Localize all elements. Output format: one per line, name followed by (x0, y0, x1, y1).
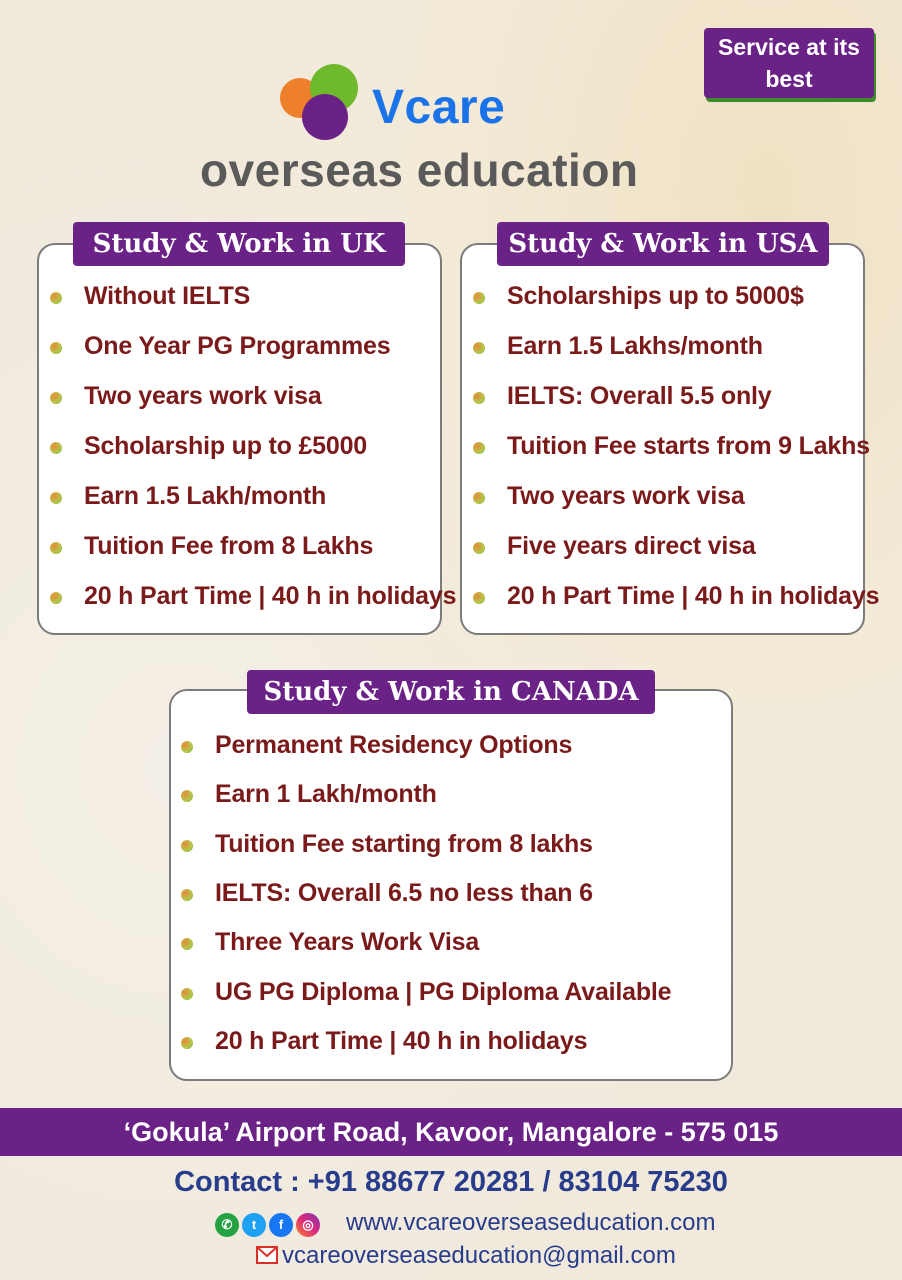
bullet-icon (473, 542, 485, 554)
uk-title: Study & Work in UK (73, 222, 405, 266)
usa-item: Two years work visa (507, 482, 745, 510)
uk-item: Without IELTS (84, 282, 251, 310)
canada-item: UG PG Diploma | PG Diploma Available (215, 977, 672, 1006)
usa-item: Earn 1.5 Lakhs/month (507, 332, 763, 360)
brand-tagline: overseas education (200, 144, 639, 196)
bullet-icon (50, 592, 62, 604)
usa-item: Five years direct visa (507, 532, 756, 560)
bullet-icon (181, 988, 193, 1000)
twitter-icon[interactable]: t (242, 1213, 266, 1237)
usa-title: Study & Work in USA (497, 222, 829, 266)
facebook-icon[interactable]: f (269, 1213, 293, 1237)
gmail-icon (256, 1246, 278, 1264)
whatsapp-icon[interactable]: ✆ (215, 1213, 239, 1237)
uk-item: Tuition Fee from 8 Lakhs (84, 532, 374, 560)
uk-item: Two years work visa (84, 382, 322, 410)
bullet-icon (50, 492, 62, 504)
bullet-icon (473, 342, 485, 354)
bullet-icon (181, 1037, 193, 1049)
website-link[interactable]: www.vcareoverseaseducation.com (346, 1209, 716, 1236)
canada-item: IELTS: Overall 6.5 no less than 6 (215, 878, 593, 907)
brand-name: Vcare (372, 81, 506, 134)
bullet-icon (181, 741, 193, 753)
usa-item: IELTS: Overall 5.5 only (507, 382, 772, 410)
bullet-icon (473, 392, 485, 404)
uk-item: Earn 1.5 Lakh/month (84, 482, 327, 510)
badge-line-1: Service at its (718, 34, 860, 60)
bullet-icon (50, 442, 62, 454)
bullet-icon (473, 592, 485, 604)
usa-item: Tuition Fee starts from 9 Lakhs (507, 432, 870, 460)
bullet-icon (181, 840, 193, 852)
bullet-icon (181, 889, 193, 901)
bullet-icon (473, 442, 485, 454)
uk-item: 20 h Part Time | 40 h in holidays (84, 582, 457, 610)
logo-icon (280, 64, 360, 144)
usa-item: 20 h Part Time | 40 h in holidays (507, 582, 880, 610)
badge-line-2: best (765, 66, 813, 92)
bullet-icon (473, 292, 485, 304)
usa-item: Scholarships up to 5000$ (507, 282, 804, 310)
social-icons (215, 1213, 320, 1237)
canada-item: Permanent Residency Options (215, 731, 573, 759)
email-link[interactable]: vcareoverseaseducation@gmail.com (282, 1242, 676, 1269)
address-bar: ‘Gokula’ Airport Road, Kavoor, Mangalore - 575 015 (0, 1108, 902, 1156)
canada-item: Three Years Work Visa (215, 928, 480, 957)
canada-title: Study & Work in CANADA (247, 670, 655, 714)
bullet-icon (50, 542, 62, 554)
bullet-icon (473, 492, 485, 504)
uk-item: One Year PG Programmes (84, 332, 391, 360)
bullet-icon (50, 292, 62, 304)
service-badge (704, 28, 874, 98)
canada-item: Tuition Fee starting from 8 lakhs (215, 829, 593, 858)
bullet-icon (50, 392, 62, 404)
canada-item: Earn 1 Lakh/month (215, 780, 437, 809)
canada-item: 20 h Part Time | 40 h in holidays (215, 1026, 588, 1055)
instagram-icon[interactable]: ◎ (296, 1213, 320, 1237)
uk-item: Scholarship up to £5000 (84, 432, 367, 460)
bullet-icon (50, 342, 62, 354)
contact-phone: Contact : +91 88677 20281 / 83104 75230 (174, 1166, 728, 1198)
